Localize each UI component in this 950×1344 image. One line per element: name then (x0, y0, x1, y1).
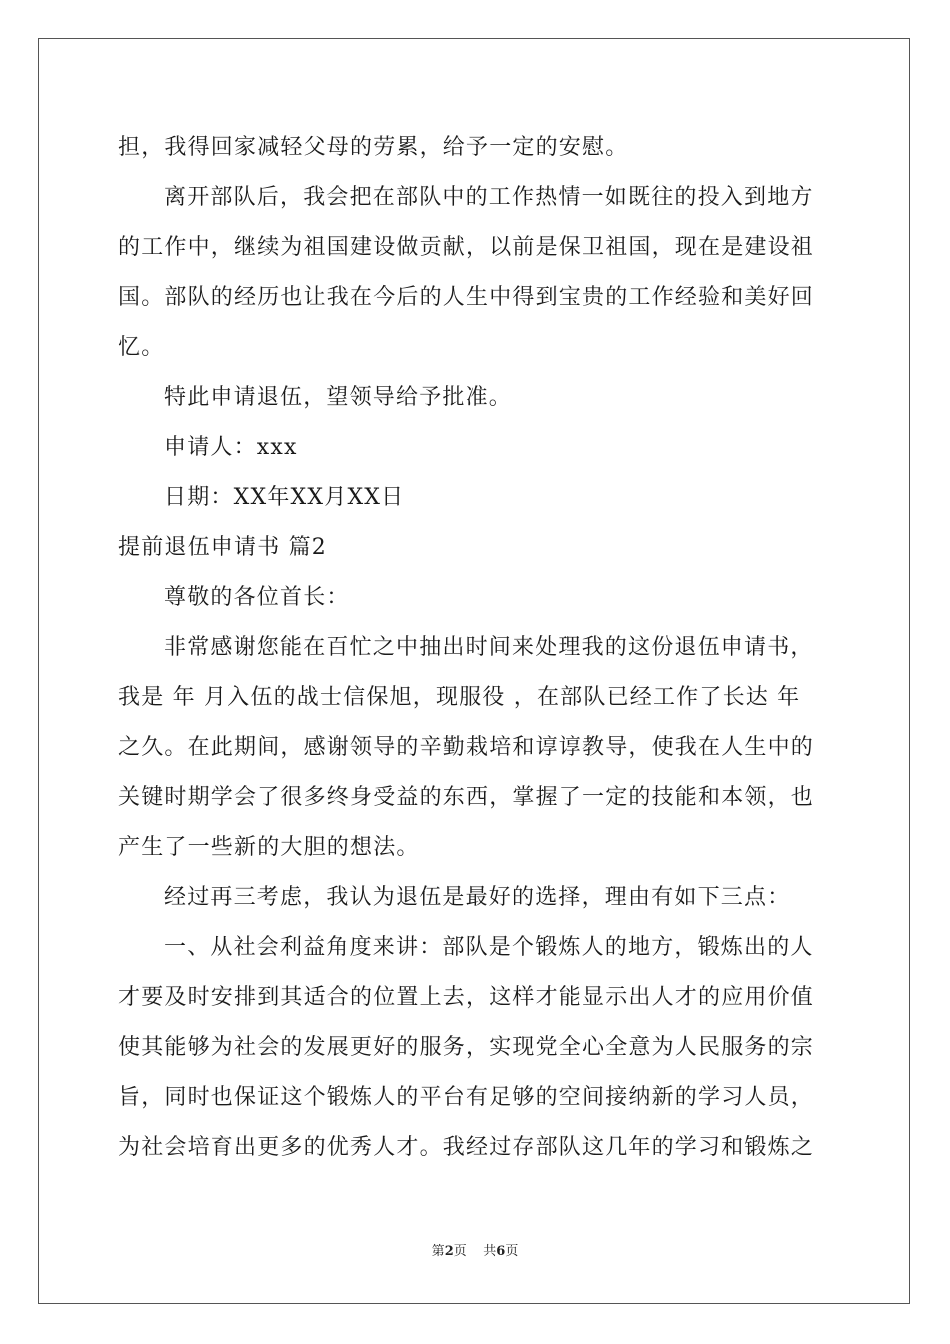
total-page-number: 6 (496, 1244, 506, 1259)
footer-suffix: 页 (505, 1244, 519, 1259)
section-title: 提前退伍申请书 篇2 (118, 535, 327, 560)
body-line: 担，我得回家减轻父母的劳累，给予一定的安慰。 (118, 135, 629, 160)
body-line: 特此申请退伍，望领导给予批准。 (164, 385, 513, 410)
body-line: 关键时期学会了很多终身受益的东西，掌握了一定的技能和本领，也 (118, 785, 815, 810)
body-line: 忆。 (118, 335, 165, 360)
body-line: 之久。在此期间，感谢领导的辛勤栽培和谆谆教导，使我在人生中的 (118, 735, 815, 760)
body-line: 我是 年 月入伍的战士信保旭，现服役 ，在部队已经工作了长达 年 (118, 685, 801, 710)
body-line: 才要及时安排到其适合的位置上去，这样才能显示出人才的应用价值 (118, 985, 815, 1010)
body-line: 使其能够为社会的发展更好的服务，实现党全心全意为人民服务的宗 (118, 1035, 815, 1060)
body-line: 旨，同时也保证这个锻炼人的平台有足够的空间接纳新的学习人员， (118, 1085, 815, 1110)
body-line: 产生了一些新的大胆的想法。 (118, 835, 420, 860)
body-line: 为社会培育出更多的优秀人才。我经过存部队这几年的学习和锻炼之 (118, 1135, 815, 1160)
footer-prefix: 第 (431, 1244, 445, 1259)
applicant-line: 申请人：xxx (164, 435, 298, 460)
body-line: 一、从社会利益角度来讲：部队是个锻炼人的地方，锻炼出的人 (164, 935, 814, 960)
footer-mid: 页 共 (453, 1244, 497, 1259)
body-line: 经过再三考虑，我认为退伍是最好的选择，理由有如下三点： (164, 885, 791, 910)
body-line: 的工作中，继续为祖国建设做贡献，以前是保卫祖国，现在是建设祖 (118, 235, 815, 260)
salutation: 尊敬的各位首长： (164, 585, 350, 610)
date-line: 日期：XX年XX月XX日 (164, 485, 405, 510)
page-footer (0, 1243, 950, 1261)
body-line: 离开部队后，我会把在部队中的工作热情一如既往的投入到地方 (164, 185, 814, 210)
body-line: 国。部队的经历也让我在今后的人生中得到宝贵的工作经验和美好回 (118, 285, 815, 310)
current-page-number: 2 (444, 1244, 454, 1259)
page-border (38, 38, 910, 1304)
body-line: 非常感谢您能在百忙之中抽出时间来处理我的这份退伍申请书， (164, 635, 814, 660)
